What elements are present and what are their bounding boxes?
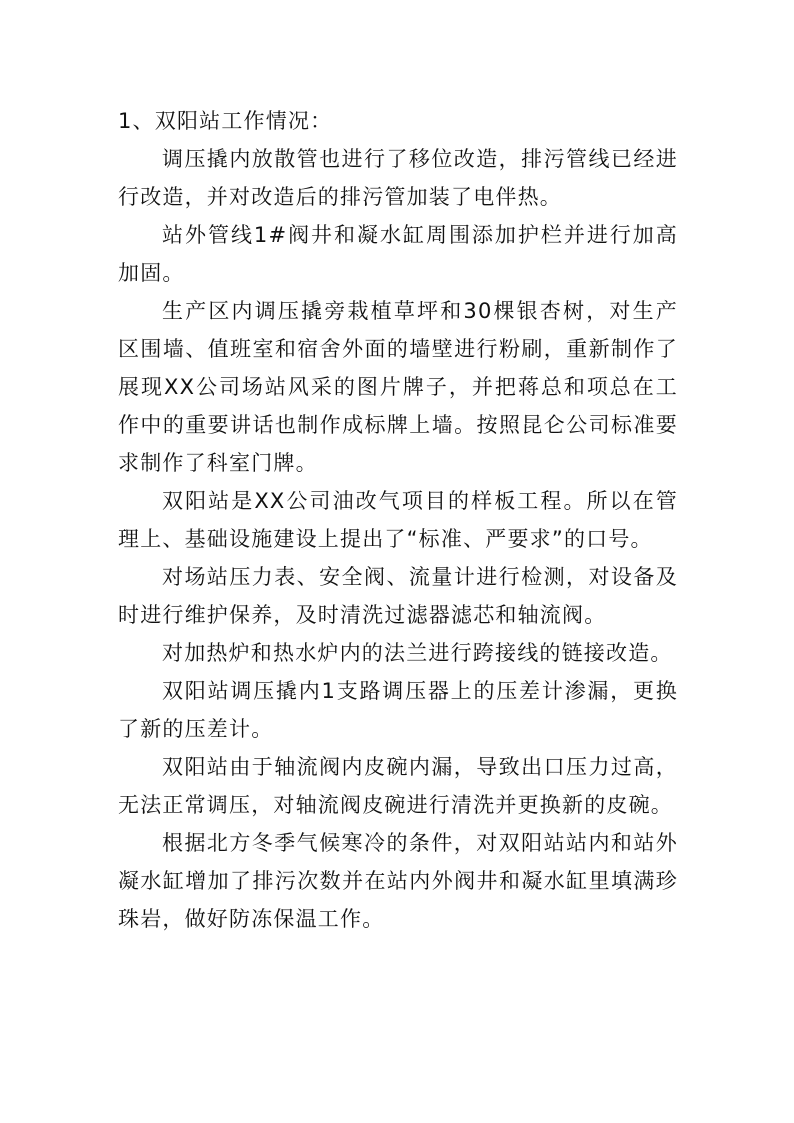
paragraph-5: 对场站压力表、安全阀、流量计进行检测，对设备及时进行维护保养，及时清洗过滤器滤芯和轴流阀。 xyxy=(118,565,678,627)
paragraph-7: 双阳站调压撬内1支路调压器上的压差计渗漏，更换了新的压差计。 xyxy=(118,679,678,741)
paragraph-4: 双阳站是XX公司油改气项目的样板工程。所以在管理上、基础设施建设上提出了“标准、严要求”的口号。 xyxy=(118,489,678,551)
paragraph-2: 站外管线1#阀井和凝水缸周围添加护栏并进行加高加固。 xyxy=(118,223,678,285)
paragraph-3: 生产区内调压撬旁栽植草坪和30棵银杏树，对生产区围墙、值班室和宿舍外面的墙壁进行粉刷，重新制作了展现XX公司场站风采的图片牌子，并把蒋总和项总在工作中的重要讲话也制作成标牌上墙。按照昆仑公司标准要求制作了科室门牌。 xyxy=(118,299,678,475)
paragraph-6: 对加热炉和热水炉内的法兰进行跨接线的链接改造。 xyxy=(162,641,673,665)
paragraph-8: 双阳站由于轴流阀内皮碗内漏，导致出口压力过高，无法正常调压，对轴流阀皮碗进行清洗并更换新的皮碗。 xyxy=(118,755,678,817)
document-body xyxy=(118,102,678,938)
paragraph-1: 调压撬内放散管也进行了移位改造，排污管线已经进行改造，并对改造后的排污管加装了电伴热。 xyxy=(118,147,678,209)
paragraph-9: 根据北方冬季气候寒冷的条件，对双阳站站内和站外凝水缸增加了排污次数并在站内外阀井和凝水缸里填满珍珠岩，做好防冻保温工作。 xyxy=(118,831,678,931)
section-heading: 1、双阳站工作情况： xyxy=(118,109,333,133)
